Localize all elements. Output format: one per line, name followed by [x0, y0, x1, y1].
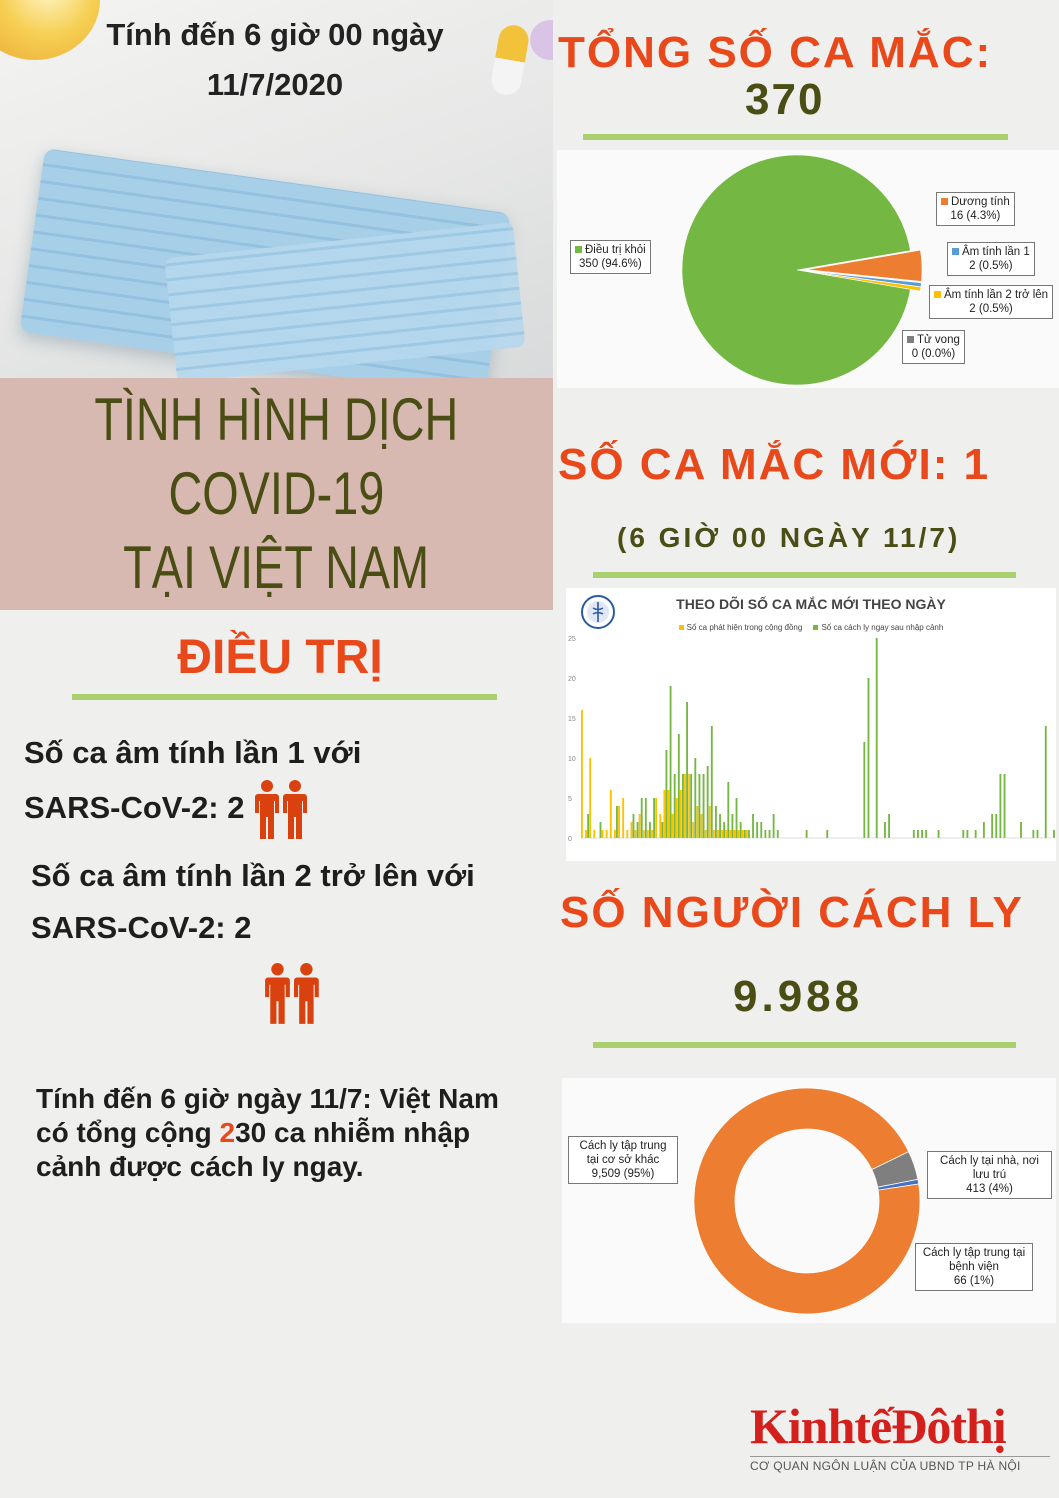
- bar: [602, 830, 604, 838]
- bar: [999, 774, 1001, 838]
- people-icon: [262, 962, 326, 1026]
- bar: [699, 774, 701, 838]
- bar: [606, 830, 608, 838]
- bar: [618, 806, 620, 838]
- bar: [610, 790, 612, 838]
- treatment-pie-chart: [557, 150, 1059, 388]
- bar: [888, 814, 890, 838]
- divider: [72, 694, 497, 700]
- donut-legend-name: Cách ly tại nhà, nơi lưu trú: [940, 1155, 1039, 1181]
- new-cases-label: SỐ CA MẮC MỚI: 1: [558, 440, 991, 489]
- pie-label-negative-2: [929, 285, 1053, 319]
- pie-legend-value: 2 (0.5%): [969, 303, 1013, 315]
- bar: [701, 814, 703, 838]
- bar: [668, 790, 670, 838]
- new-cases-sub: (6 GIỜ 00 NGÀY 11/7): [617, 522, 961, 553]
- import-note-highlight: 2: [219, 1117, 236, 1148]
- bar: [773, 814, 775, 838]
- bar: [1053, 830, 1055, 838]
- bar: [717, 830, 719, 838]
- total-value: 370: [745, 75, 825, 124]
- pie-label-negative-1: [947, 242, 1035, 276]
- donut-label-hospital: [915, 1243, 1033, 1291]
- negative-first-line-2: SARS-CoV-2: 2: [24, 790, 245, 826]
- bar: [995, 814, 997, 838]
- bar: [876, 638, 878, 838]
- negative-second-block: [31, 850, 551, 954]
- y-tick-label: 10: [568, 756, 576, 763]
- donut-legend-value: 9,509 (95%): [591, 1168, 655, 1180]
- bar: [731, 814, 733, 838]
- bar: [736, 798, 738, 838]
- bar: [966, 830, 968, 838]
- bar: [585, 830, 587, 838]
- bar: [734, 830, 736, 838]
- bar: [686, 702, 688, 838]
- bar: [721, 830, 723, 838]
- bar: [752, 814, 754, 838]
- bar: [688, 774, 690, 838]
- bar: [666, 750, 668, 838]
- quarantine-donut-chart: [562, 1078, 1056, 1323]
- bar: [680, 790, 682, 838]
- y-tick-label: 25: [568, 636, 576, 643]
- bar: [938, 830, 940, 838]
- bar: [1037, 830, 1039, 838]
- bar: [725, 830, 727, 838]
- people-icon: [253, 779, 313, 841]
- import-note: [36, 1082, 516, 1184]
- donut-legend-value: 66 (1%): [953, 1275, 995, 1287]
- bar: [760, 822, 762, 838]
- bar: [635, 830, 637, 838]
- bar: [709, 806, 711, 838]
- date-line-2: 11/7/2020: [206, 67, 344, 102]
- donut-legend-name: Cách ly tập trung tại bệnh viện: [922, 1247, 1026, 1273]
- bar: [643, 830, 645, 838]
- negative-first-line-1: Số ca âm tính lần 1 với: [24, 735, 362, 770]
- donut-legend-name: Cách ly tập trung tại cơ sở khác: [579, 1140, 667, 1166]
- y-tick-label: 20: [568, 676, 576, 683]
- pie-legend-value: 16 (4.3%): [950, 210, 1001, 222]
- bar: [748, 830, 750, 838]
- bar: [1020, 822, 1022, 838]
- bar: [587, 814, 589, 838]
- bar: [661, 822, 663, 838]
- bar: [738, 830, 740, 838]
- bar: [740, 822, 742, 838]
- bar: [975, 830, 977, 838]
- bar: [659, 814, 661, 838]
- negative-first-block: [24, 727, 544, 841]
- bar: [593, 830, 595, 838]
- bar: [581, 710, 583, 838]
- legend-series-imported: Số ca cách ly ngay sau nhập cảnh: [821, 623, 944, 632]
- bar: [727, 782, 729, 838]
- import-note-text-end: 30 ca nhiễm nhập cảnh được cách ly ngay.: [36, 1117, 471, 1182]
- bar: [674, 774, 676, 838]
- bar: [676, 798, 678, 838]
- bar: [645, 798, 647, 838]
- bar: [764, 830, 766, 838]
- pie-label-deaths: [902, 330, 965, 364]
- bar: [703, 774, 705, 838]
- bar: [715, 806, 717, 838]
- bar: [705, 830, 707, 838]
- bar: [921, 830, 923, 838]
- bar: [925, 830, 927, 838]
- pill-decoration: [489, 23, 531, 97]
- negative-second-line-1: Số ca âm tính lần 2 trở lên với: [31, 858, 475, 893]
- bar: [600, 822, 602, 838]
- bar: [696, 806, 698, 838]
- bar: [622, 798, 624, 838]
- pie-legend-value: 2 (0.5%): [969, 260, 1013, 272]
- bar: [616, 806, 618, 838]
- pill-decoration: [530, 20, 553, 60]
- bar: [744, 830, 746, 838]
- bar: [647, 830, 649, 838]
- title-line-1: TÌNH HÌNH DỊCH: [94, 386, 459, 453]
- title-line-3: TẠI VIỆT NAM: [123, 534, 430, 601]
- bar: [713, 830, 715, 838]
- y-tick-label: 5: [568, 796, 572, 803]
- treatment-heading: ĐIỀU TRỊ: [177, 631, 383, 684]
- bar: [1032, 830, 1034, 838]
- bar: [746, 830, 748, 838]
- bar: [684, 774, 686, 838]
- y-tick-label: 15: [568, 716, 576, 723]
- bar: [777, 830, 779, 838]
- bar: [1045, 726, 1047, 838]
- date-caption: [60, 10, 490, 110]
- bar: [630, 822, 632, 838]
- bar: [692, 822, 694, 838]
- publisher-logo: [750, 1396, 1050, 1476]
- pie-legend-name: Dương tính: [951, 196, 1010, 208]
- bar: [1004, 774, 1006, 838]
- bar: [913, 830, 915, 838]
- donut-label-home: [927, 1151, 1052, 1199]
- bar: [626, 830, 628, 838]
- quarantine-value: 9.988: [733, 972, 864, 1021]
- bar: [678, 734, 680, 838]
- pie-legend-name: Âm tính lần 1: [962, 246, 1030, 258]
- bar: [633, 814, 635, 838]
- bar: [769, 830, 771, 838]
- total-label: TỔNG SỐ CA MẮC:: [558, 28, 993, 77]
- bar: [694, 758, 696, 838]
- header-photo: [0, 0, 553, 378]
- pie-legend-name: Âm tính lần 2 trở lên: [944, 289, 1049, 301]
- bar: [742, 830, 744, 838]
- bar: [711, 726, 713, 838]
- donut-label-other-facility: [568, 1136, 678, 1184]
- donut-slice: [694, 1088, 920, 1314]
- pie-label-positive: [936, 192, 1015, 226]
- bar: [653, 798, 655, 838]
- bar: [614, 830, 616, 838]
- bar: [641, 798, 643, 838]
- bar: [639, 814, 641, 838]
- pie-legend-name: Điều trị khỏi: [585, 244, 646, 256]
- bar: [690, 774, 692, 838]
- bar: [863, 742, 865, 838]
- bar-chart-svg: [566, 588, 1056, 861]
- bar: [672, 814, 674, 838]
- bar: [991, 814, 993, 838]
- logo-tagline: CƠ QUAN NGÔN LUẬN CỦA UBND TP HÀ NỘI: [750, 1456, 1050, 1473]
- pie-legend-value: 0 (0.0%): [911, 348, 956, 360]
- divider: [593, 572, 1016, 578]
- title-line-2: COVID-19: [168, 460, 385, 527]
- bar: [663, 790, 665, 838]
- main-title-box: [0, 378, 553, 610]
- bar: [651, 830, 653, 838]
- quarantine-label: SỐ NGƯỜI CÁCH LY: [560, 888, 1024, 937]
- negative-first-line-2-row: [24, 779, 544, 841]
- negative-second-line-2: SARS-CoV-2: 2: [31, 910, 252, 945]
- bar: [826, 830, 828, 838]
- bar: [884, 822, 886, 838]
- bar: [723, 822, 725, 838]
- bar: [806, 830, 808, 838]
- bar: [637, 822, 639, 838]
- bar: [707, 766, 709, 838]
- bar: [719, 814, 721, 838]
- bar: [756, 822, 758, 838]
- bar: [983, 822, 985, 838]
- date-line-1: Tính đến 6 giờ 00 ngày: [106, 17, 444, 52]
- logo-brand: KinhtếĐôthị: [750, 1398, 1006, 1454]
- bar: [729, 830, 731, 838]
- legend-series-community: Số ca phát hiện trong cộng đồng: [686, 623, 803, 632]
- divider: [583, 134, 1008, 140]
- bar: [917, 830, 919, 838]
- bar: [962, 830, 964, 838]
- bar-chart-title: THEO DÕI SỐ CA MẮC MỚI THEO NGÀY: [676, 596, 946, 612]
- import-note-text: Tính đến 6 giờ ngày 11/7: Việt Nam có tổng cộng: [36, 1083, 499, 1148]
- pie-label-recovered: [570, 240, 651, 274]
- donut-legend-value: 413 (4%): [966, 1183, 1013, 1195]
- bar: [682, 774, 684, 838]
- divider: [593, 1042, 1016, 1048]
- bar: [589, 758, 591, 838]
- bar: [655, 798, 657, 838]
- daily-cases-chart: [566, 588, 1056, 861]
- y-tick-label: 0: [568, 836, 572, 843]
- bar: [670, 686, 672, 838]
- pie-legend-value: 350 (94.6%): [579, 258, 642, 270]
- bar: [868, 678, 870, 838]
- pie-legend-name: Tử vong: [917, 334, 960, 346]
- bar: [649, 822, 651, 838]
